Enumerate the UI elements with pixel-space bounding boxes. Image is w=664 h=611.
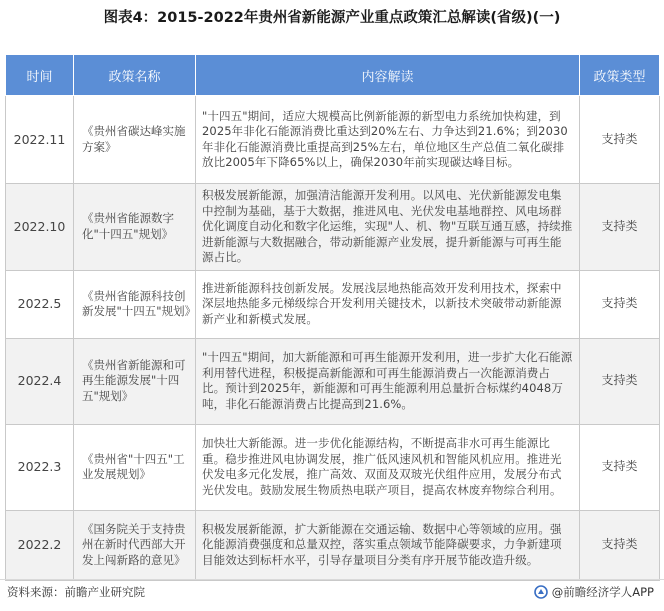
cell-policy-type: 支持类	[580, 424, 660, 510]
cell-policy-name: 《国务院关于支持贵州在新时代西部大开发上闯新路的意见》	[74, 510, 196, 580]
cell-content: 积极发展新能源，扩大新能源在交通运输、数据中心等领域的应用。强化能源消费强度和总量双控，落实重点领域节能降碳要求，力争新建项目能效达到标杆水平，引导存量项目分类有序开展节能改造升级。	[196, 510, 580, 580]
cell-policy-type: 支持类	[580, 96, 660, 184]
table-header-row	[6, 55, 660, 96]
cell-content: 推进新能源科技创新发展。发展浅层地热能高效开发利用技术，探索中深层地热能多元梯级综合开发利用关键技术，以新技术突破带动新能源新产业和新模式发展。	[196, 270, 580, 338]
cell-content: 加快壮大新能源。进一步优化能源结构，不断提高非水可再生能源比重。稳步推进风电协调发展，推广低风速风机和智能风机应用。推进光伏发电多元化发展，推广高效、双面及双玻光伏组件应用，发展分布式光伏发电。鼓励发展生物质热电联产项目，提高农林废弃物综合利用。	[196, 424, 580, 510]
cell-time: 2022.10	[6, 184, 74, 271]
chart-title: 图表4：2015-2022年贵州省新能源产业重点政策汇总解读(省级)(一)	[103, 10, 561, 26]
cell-policy-name: 《贵州省碳达峰实施方案》	[74, 96, 196, 184]
cell-time: 2022.11	[6, 96, 74, 184]
cell-policy-name: 《贵州省能源数字化"十四五"规划》	[74, 184, 196, 271]
footer	[0, 584, 664, 604]
policy-table	[5, 54, 660, 581]
table-row	[6, 184, 660, 271]
brand-text: @前瞻经济学人APP	[551, 585, 654, 599]
column-header-policy-name: 政策名称	[74, 55, 196, 96]
source-note: 资料来源：前瞻产业研究院	[7, 585, 145, 599]
cell-policy-type: 支持类	[580, 184, 660, 271]
table-row	[6, 424, 660, 510]
footer-divider	[0, 579, 664, 580]
column-header-content: 内容解读	[196, 55, 580, 96]
table-row	[6, 96, 660, 184]
cell-content: "十四五"期间，适应大规模高比例新能源的新型电力系统加快构建，到2025年非化石能源消费比重达到20%左右、力争达到21.6%；到2030年非化石能源消费比重提高到25%左右，单位地区生产总值二氧化碳排放比2005年下降65%以上，确保2030年前实现碳达峰目标。	[196, 96, 580, 184]
brand-logo-icon	[534, 585, 548, 599]
table-row	[6, 510, 660, 580]
cell-policy-type: 支持类	[580, 270, 660, 338]
table-row	[6, 338, 660, 424]
cell-time: 2022.4	[6, 338, 74, 424]
cell-policy-name: 《贵州省能源科技创新发展"十四五"规划》	[74, 270, 196, 338]
cell-time: 2022.5	[6, 270, 74, 338]
column-header-time: 时间	[6, 55, 74, 96]
brand-credit	[534, 584, 654, 600]
column-header-policy-type: 政策类型	[580, 55, 660, 96]
cell-time: 2022.3	[6, 424, 74, 510]
cell-policy-name: 《贵州省"十四五"工业发展规划》	[74, 424, 196, 510]
cell-time: 2022.2	[6, 510, 74, 580]
cell-policy-type: 支持类	[580, 510, 660, 580]
cell-policy-type: 支持类	[580, 338, 660, 424]
table-row	[6, 270, 660, 338]
cell-policy-name: 《贵州省新能源和可再生能源发展"十四五"规划》	[74, 338, 196, 424]
cell-content: 积极发展新能源，加强清洁能源开发利用。以风电、光伏新能源发电集中控制为基础，基于大数据，推进风电、光伏发电基地群控、风电场群优化调度自动化和数字化运维，实现"人、机、物"互联互通互感，持续推进新能源与大数据融合，带动新能源产业发展，提升新能源与可再生能源占比。	[196, 184, 580, 271]
cell-content: "十四五"期间，加大新能源和可再生能源开发利用，进一步扩大化石能源利用替代进程，积极提高新能源和可再生能源消费占一次能源消费占比。预计到2025年，新能源和可再生能源利用总量折合标煤约4048万吨，非化石能源消费占比提高到21.6%。	[196, 338, 580, 424]
